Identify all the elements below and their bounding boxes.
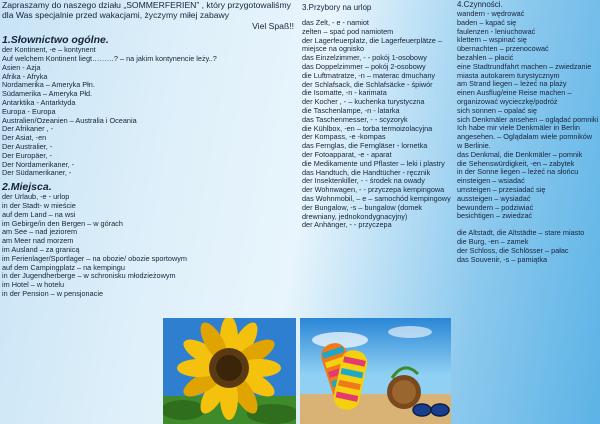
vocab-line: einsteigen – wsiadać <box>457 176 525 186</box>
column-right <box>457 0 599 264</box>
vocab-line: faulenzen - leniuchować <box>457 26 536 36</box>
section3-title: 3.Przybory na urlop <box>302 3 372 12</box>
vocab-line: der Kocher , - – kuchenka turystyczna <box>302 97 425 107</box>
section4-title: 4.Czynności. <box>457 0 503 9</box>
column-left <box>2 0 298 299</box>
vocab-line: die Sehenswürdigkeit, -en – zabytek <box>457 158 575 168</box>
beach-photo <box>300 318 451 424</box>
vocab-line: der Kontinent, -e – kontynent <box>2 45 96 55</box>
vocab-line: Nordamerika – Ameryka Płn. <box>2 80 95 90</box>
vocab-line: der Schlafsack, die Schlafsäcke - śpiwór <box>302 79 433 89</box>
vocab-line: Ich habe mir viele Denkmäler in Berlin angesehen. – Oglądałam wiele pomników w Berlinie. <box>457 123 593 150</box>
vocab-line: Südamerika – Ameryka Płd. <box>2 89 93 99</box>
vocab-line: am See – nad jeziorem <box>2 227 78 237</box>
section1-title: 1.Słownictwo ogólne. <box>2 34 109 47</box>
vocab-line: das Einzelzimmer, - - pokój 1-osobowy <box>302 53 427 63</box>
vocab-line: sich Denkmäler ansehen – oglądać pomniki <box>457 114 599 124</box>
beach-icon <box>300 318 451 424</box>
vocab-line: das Zelt, - e - namiot <box>302 18 369 27</box>
column-middle <box>302 0 452 230</box>
vocab-line: Auf welchem Kontinent liegt………? – na jakim kontynencie leży..? <box>2 54 217 64</box>
vocab-line: Der Australier, - <box>2 141 53 151</box>
vocab-line: Antarktika - Antarktyda <box>2 98 76 107</box>
places-list <box>457 229 599 264</box>
photo-strip <box>163 318 451 424</box>
vocab-line: am Strand liegen – leżeć na plaży <box>457 79 567 89</box>
vocab-line: besichtigen – zwiedzać <box>457 211 533 221</box>
vocab-line: der Wohnwagen, - - przyczepa kempingowa <box>302 185 445 195</box>
vocab-line: übernachten – przenocować <box>457 44 549 54</box>
vocab-line: der Kompass, -e -kompas <box>302 132 386 142</box>
vocab-line: der Lagerfeuerplatz, die Lagerfeuerplätze – miejsce na ognisko <box>302 35 442 54</box>
vocab-line: am Meer nad morzem <box>2 236 74 246</box>
vocab-line: auf dem Land – na wsi <box>2 209 76 219</box>
signoff-text: Viel Spaß!! <box>252 20 294 31</box>
vocab-line: umsteigen – przesiadać się <box>457 184 546 194</box>
vocab-line: bezahlen – płacić <box>457 52 514 62</box>
vocab-line: Der Südamerikaner, - <box>2 168 72 178</box>
vocab-line: in der Pension – w pensjonacie <box>2 288 104 298</box>
vocab-line: das Denkmal, die Denkmäler – pomnik <box>457 149 583 159</box>
vocab-line: im Ausland – za granicą <box>2 244 80 254</box>
vocab-line: aussteigen – wysiadać <box>457 193 531 203</box>
vocab-line: die Isomatte, -n - karimata <box>302 88 387 98</box>
vocab-line: bewundern – podziwiać <box>457 202 534 212</box>
vocab-line: in der Sonne liegen – leżeć na słońcu <box>457 167 579 177</box>
vocab-line: Der Nordamerikaner, - <box>2 159 75 169</box>
section4-list <box>457 10 599 221</box>
vocab-line: der Fotoapparat, -e - aparat <box>302 149 392 159</box>
sunflower-photo <box>163 318 296 424</box>
vocab-line: der Bungalow, -s – bungalow (domek drewniany, jednokondygnacyjny) <box>302 202 423 221</box>
vocab-line: im Ferienlager/Sportlager – na obozie/ obozie sportowym <box>2 253 187 263</box>
vocab-line: baden – kąpać się <box>457 17 517 27</box>
sunflower-icon <box>163 318 296 424</box>
section3-list <box>302 19 452 230</box>
intro-text: Zapraszamy do naszego działu „SOMMERFERIEN” , który przygotowaliśmy dla Was specjalnie przed wakacjami, życzymy miłej zabawy <box>2 0 291 21</box>
vocab-line: wandern - wędrować <box>457 9 525 18</box>
vocab-line: im Gebirge/in den Bergen – w górach <box>2 218 123 228</box>
vocab-line: der Insektenkiller, - - środek na owady <box>302 176 425 186</box>
section2-title: 2.Miejsca. <box>2 181 52 194</box>
vocab-line: der Schloss, die Schlösser – pałac <box>457 245 569 255</box>
vocab-line: die Kühlbox, -en – torba termoizolacyjna <box>302 123 433 133</box>
vocab-line: in der Stadt- w mieście <box>2 200 76 210</box>
vocab-line: sich sonnen – opalać się <box>457 105 537 115</box>
vocab-line: das Wohnmobil, – e – samochód kempingowy <box>302 193 451 203</box>
vocab-line: das Doppelzimmer – pokój 2-osobowy <box>302 61 426 71</box>
vocab-line: das Handtuch, die Handtücher - ręcznik <box>302 167 431 177</box>
vocab-line: im Hotel – w hotelu <box>2 280 65 290</box>
section2-list <box>2 193 298 299</box>
vocab-line: Der Afrikaner , - <box>2 124 54 134</box>
vocab-line: die Altstadt, die Altstädte – stare miasto <box>457 228 585 238</box>
vocab-line: zelten – spać pod namiotem <box>302 26 394 36</box>
vocab-line: auf dem Campingplatz – na kempingu <box>2 262 125 272</box>
vocab-line: die Luftmatratze, -n – materac dmuchany <box>302 70 436 80</box>
vocab-line: der Anhänger, - - przyczepa <box>302 220 392 230</box>
vocab-line: einen Ausflug/eine Reise machen – organizować wycieczkę/podróż <box>457 88 572 106</box>
vocab-line: die Medikamente und Pflaster – leki i plastry <box>302 158 445 168</box>
vocab-line: Der Europäer, - <box>2 150 52 160</box>
vocab-line: Australien/Ozeanien – Australia i Oceania <box>2 115 137 125</box>
vocab-line: das Souvenir, -s – pamiątka <box>457 254 548 264</box>
section1-list <box>2 46 298 178</box>
vocab-line: in der Jugendherberge – w schronisku młodzieżowym <box>2 271 176 281</box>
vocab-line: die Burg, -en – zamek <box>457 236 529 246</box>
vocab-line: klettern – wspinać się <box>457 35 527 45</box>
vocab-line: Europa - Europa <box>2 106 56 116</box>
vocab-line: der Urlaub, -e - urlop <box>2 192 70 202</box>
vocab-line: Asien - Azja <box>2 62 41 72</box>
vocab-line: Afrika - Afryka <box>2 71 48 81</box>
vocab-line: das Fernglas, die Ferngläser - lornetka <box>302 141 428 151</box>
vocab-line: Der Asiat, -en <box>2 133 47 143</box>
vocab-line: eine Stadtrundfahrt machen – zwiedzanie miasta autokarem turystycznym <box>457 61 592 80</box>
vocab-line: das Taschenmesser, - - scyzoryk <box>302 114 408 124</box>
vocab-line: die Taschenlampe, -n - latarka <box>302 105 400 115</box>
